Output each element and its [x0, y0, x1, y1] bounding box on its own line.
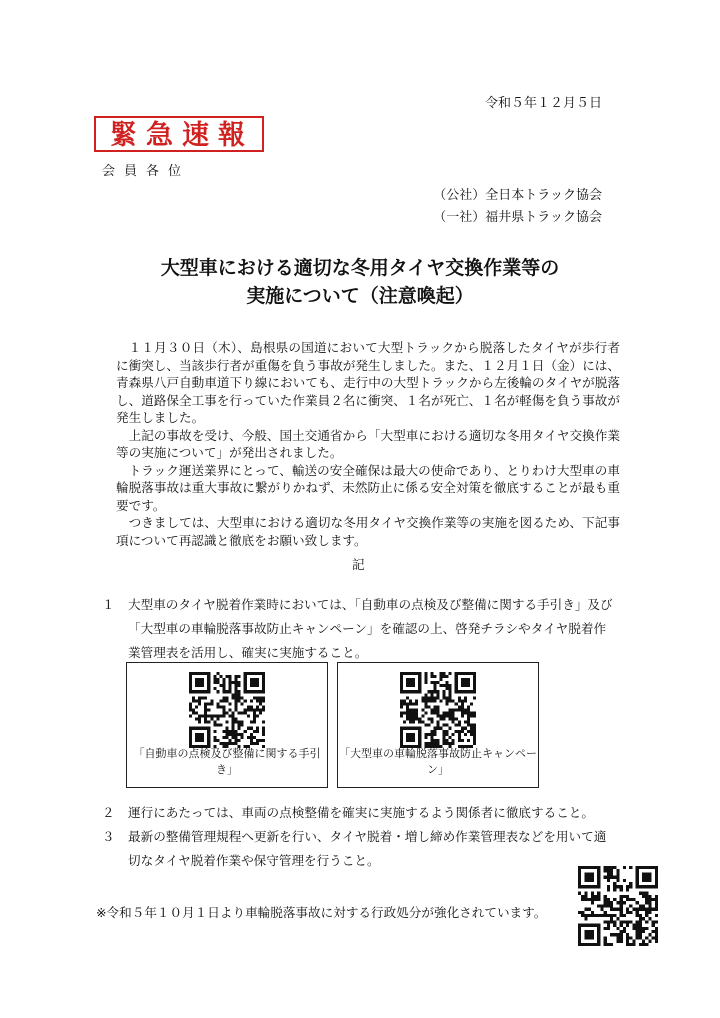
qr-caption: 「自動車の点検及び整備に関する手引き」 [133, 747, 321, 776]
item-number: １ [102, 597, 115, 612]
sender-national: （公社）全日本トラック協会 [433, 188, 602, 203]
item-text: 最新の整備管理規程へ更新を行い、タイヤ脱着・増し締め作業管理表などを用いて適切なタイヤ脱着作業や保守管理を行うこと。 [128, 829, 607, 868]
qr-code-icon [189, 672, 265, 748]
ki-heading: 記 [352, 557, 365, 572]
qr-caption: 「大型車の車輪脱落事故防止キャンペーン」 [339, 747, 537, 776]
document-date: 令和５年１２月５日 [484, 96, 602, 111]
item-number: ２ [102, 805, 115, 820]
recipients: 会員各位 [102, 164, 191, 179]
footer-note: ※令和５年１０月１日より車輪脱落事故に対する行政処分が強化されています。 [96, 905, 547, 920]
paragraph-1: １１月３０日（木）、島根県の国道において大型トラックから脱落したタイヤが歩行者に衝突し、当該歩行者が重傷を負う事故が発生しました。また、１２月１日（金）には、青森県八戸自動車道下り線においても、走行中の大型トラックから左後輪のタイヤが脱落し、道路保全工事を行っていた作業員２名に衝突、１名が死亡、１名が軽傷を負う事故が発生しました。 [116, 340, 620, 425]
qr-code-icon[interactable] [578, 866, 658, 946]
item-3 [102, 825, 622, 875]
item-number: ３ [102, 829, 115, 844]
title-line-2: 実施について（注意喚起） [246, 285, 474, 307]
qr-box-wheel-campaign[interactable] [337, 662, 539, 788]
paragraph-2: 上記の事故を受け、今般、国土交通省から「大型車における適切な冬用タイヤ交換作業等の実施について」が発出されました。 [116, 427, 620, 460]
title-line-1: 大型車における適切な冬用タイヤ交換作業等の [160, 257, 560, 279]
item-2 [102, 801, 622, 827]
body-text [116, 339, 620, 549]
item-1 [102, 593, 622, 665]
sender-fukui: （一社）福井県トラック協会 [433, 210, 602, 225]
paragraph-3: トラック運送業界にとって、輸送の安全確保は最大の使命であり、とりわけ大型車の車輪脱落事故は重大事故に繋がりかねず、未然防止に係る安全対策を徹底することが最も重要です。 [116, 462, 620, 513]
qr-code-icon [400, 672, 476, 748]
paragraph-4: つきましては、大型車における適切な冬用タイヤ交換作業等の実施を図るため、下記事項について再認識と徹底をお願い致します。 [116, 515, 620, 548]
item-text: 大型車のタイヤ脱着作業時においては、「自動車の点検及び整備に関する手引き」及び「大型車の車輪脱落事故防止キャンペーン」を確認の上、啓発チラシやタイヤ脱着作業管理表を活用し、確実に実施すること。 [128, 597, 613, 660]
urgent-stamp: 緊急速報 [94, 116, 264, 152]
qr-box-inspection-guide[interactable] [126, 662, 328, 788]
item-text: 運行にあたっては、車両の点検整備を確実に実施するよう関係者に徹底すること。 [128, 805, 594, 820]
